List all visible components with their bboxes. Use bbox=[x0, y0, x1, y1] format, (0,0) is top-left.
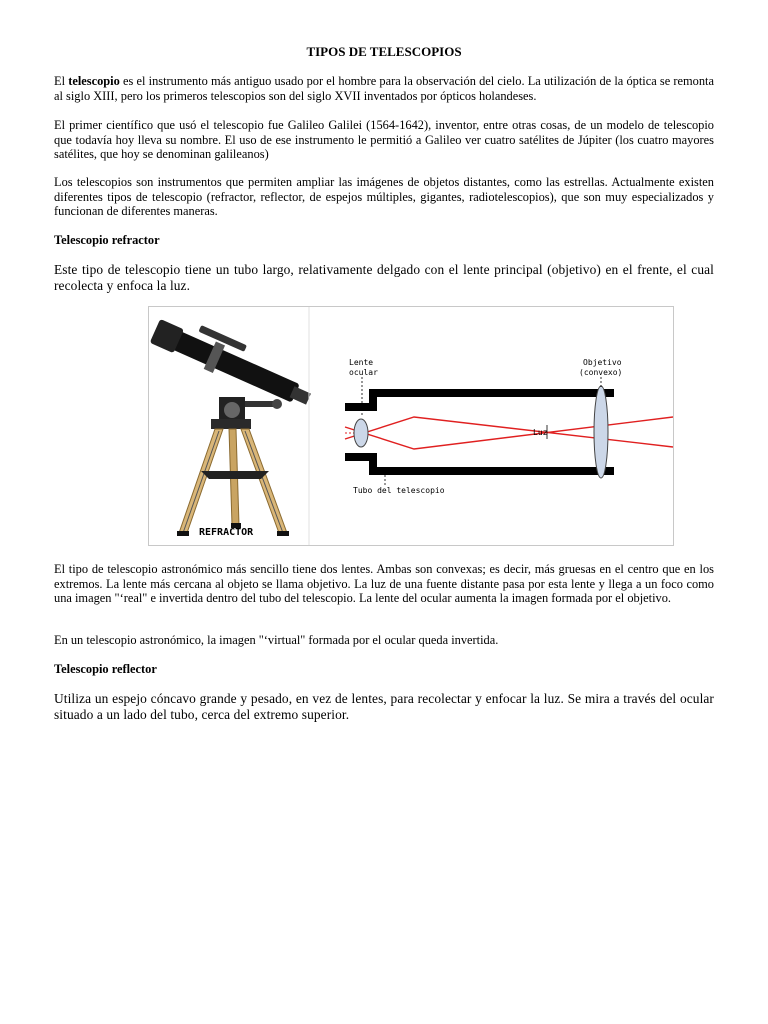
lenses-paragraph: El tipo de telescopio astronómico más sencillo tiene dos lentes. Ambas son convexas; es decir, más gruesas en el centro que en los extremos. La lente más cercana al objeto se llama objetivo. La luz de una fuente distante pasa por esta lente y llega a un foco como una imagen "‘real" e invertida dentro del tubo del telescopio. La lente del ocular aumenta la imagen formada por el objetivo. bbox=[54, 562, 714, 605]
eyepiece-lens bbox=[354, 419, 368, 447]
page-title: TIPOS DE TELESCOPIOS bbox=[306, 44, 462, 59]
label-objective-line2: (convexo) bbox=[579, 368, 623, 377]
intro-rest: es el instrumento más antiguo usado por el hombre para la observación del cielo. La utilización de la óptica se remonta al siglo XIII, pero los primeros telescopios son del siglo XVII inventados por ópticos holandeses. bbox=[54, 74, 715, 103]
photo-label: REFRACTOR bbox=[199, 527, 254, 538]
label-eyepiece-line1: Lente bbox=[349, 358, 374, 367]
intro-bold-term: telescopio bbox=[68, 74, 120, 88]
label-objective-line1: Objetivo bbox=[583, 358, 622, 367]
types-paragraph: Los telescopios son instrumentos que permiten ampliar las imágenes de objetos distantes, como las estrellas. Actualmente existen diferentes tipos de telescopio (refractor, reflector, de espejos múltiples, gigantes, radiotelescopios), que son muy especializados y funcionan de diferentes maneras. bbox=[54, 175, 714, 218]
refractor-paragraph: Este tipo de telescopio tiene un tubo largo, relativamente delgado con el lente principal (objetivo) en el frente, el cual recolecta y enfoca la luz. bbox=[54, 262, 714, 293]
refractor-telescope-photo bbox=[149, 307, 315, 545]
tube-bottom-wall bbox=[369, 467, 614, 475]
light-ray-upper bbox=[345, 417, 673, 449]
refractor-figure bbox=[148, 306, 674, 546]
tube-top-wall bbox=[369, 389, 614, 397]
optical-diagram bbox=[345, 358, 673, 495]
refractor-heading: Telescopio refractor bbox=[54, 233, 160, 247]
intro-paragraph bbox=[54, 74, 714, 103]
label-tube: Tubo del telescopio bbox=[353, 486, 445, 495]
virtual-image-paragraph: En un telescopio astronómico, la imagen "‘virtual" formada por el ocular queda invertida. bbox=[54, 633, 499, 647]
label-eyepiece-line2: ocular bbox=[349, 368, 378, 377]
label-light: Luz bbox=[533, 428, 548, 437]
reflector-paragraph: Utiliza un espejo cóncavo grande y pesado, en vez de lentes, para recolectar y enfocar la luz. Se mira a través del ocular situado a un lado del tubo, cerca del extremo superior. bbox=[54, 691, 714, 722]
objective-lens bbox=[594, 386, 608, 478]
intro-prefix: El bbox=[54, 74, 69, 88]
galileo-paragraph: El primer científico que usó el telescopio fue Galileo Galilei (1564-1642), inventor, entre otras cosas, de un modelo de telescopio que todavía hoy lleva su nombre. El uso de ese instrumento le permitió a Galileo ver cuatro satélites de Júpiter (los cuatro mayores satélites, que hoy se denominan galileanos) bbox=[54, 118, 714, 161]
reflector-heading: Telescopio reflector bbox=[54, 662, 157, 676]
